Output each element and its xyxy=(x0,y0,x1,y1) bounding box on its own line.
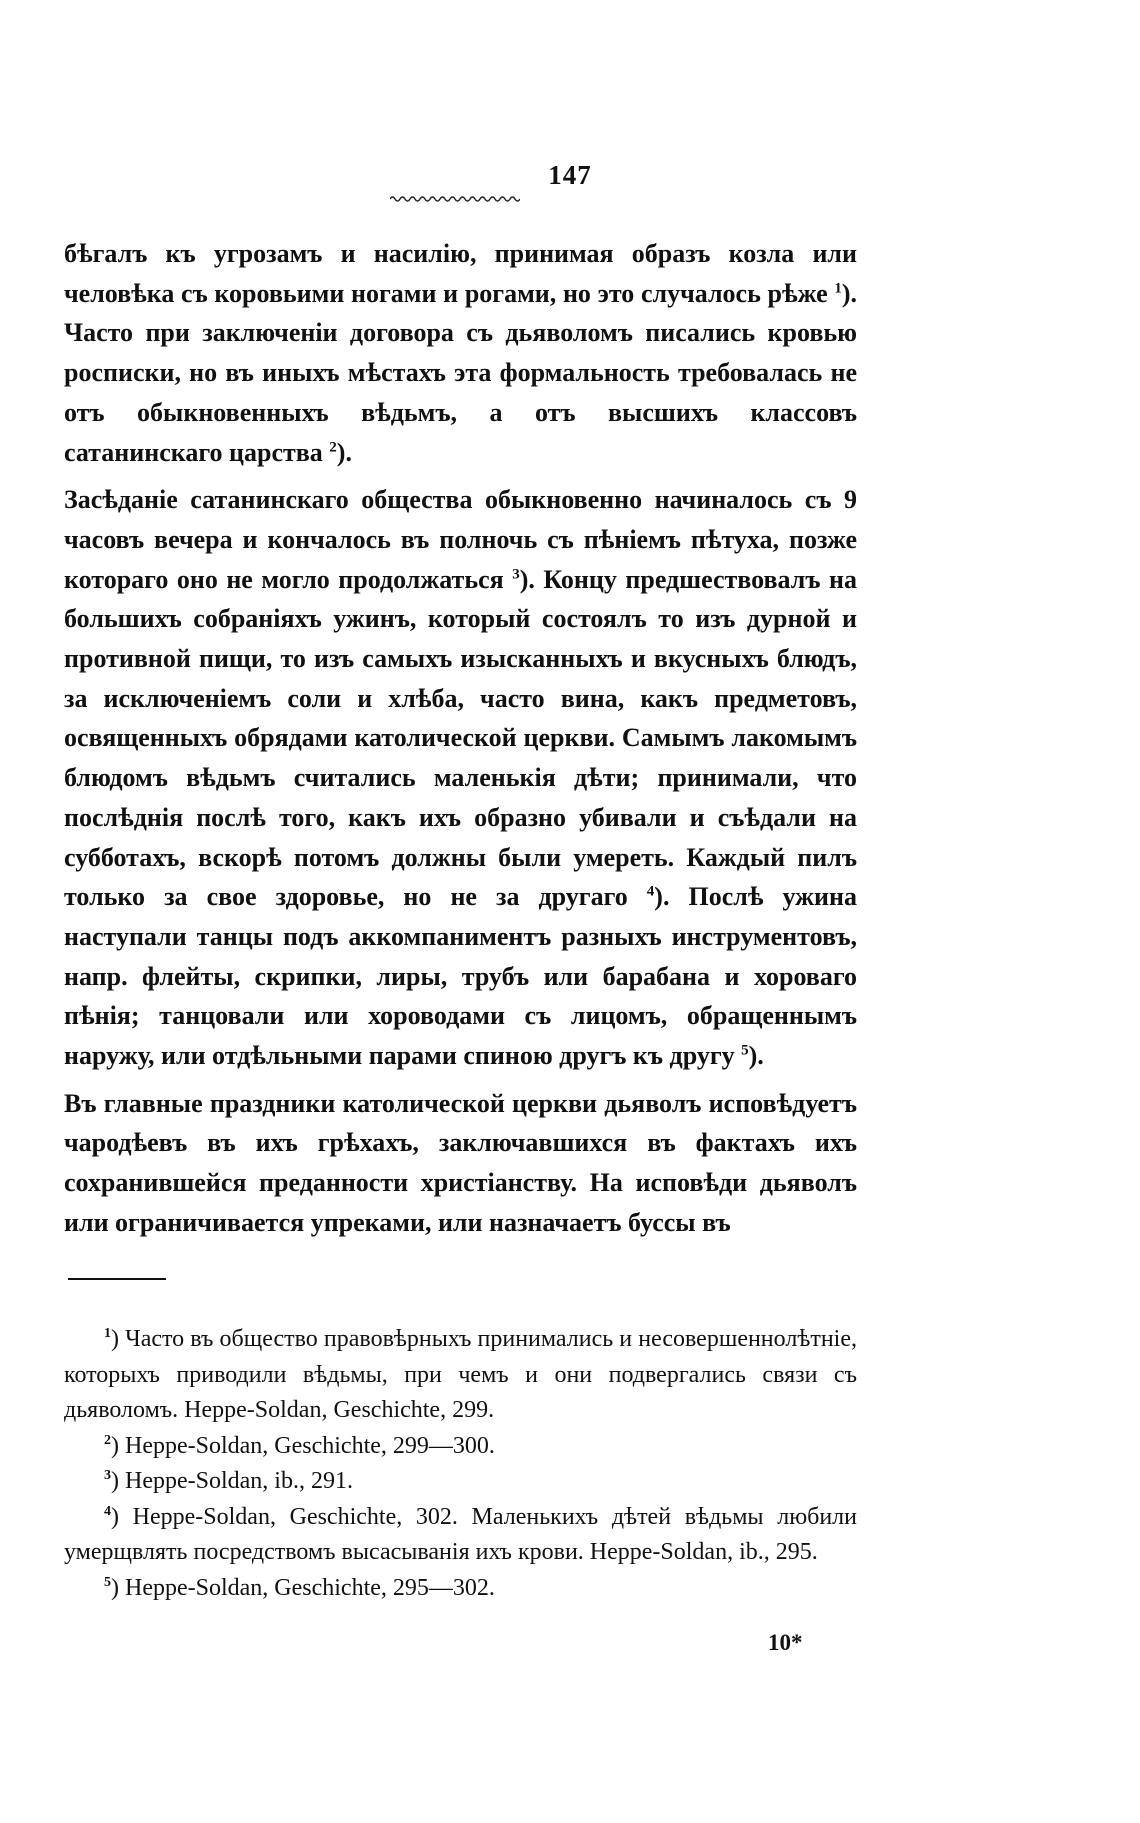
footnote-reference[interactable]: 3 xyxy=(512,565,520,582)
footnote-reference[interactable]: 4 xyxy=(646,883,655,900)
footnote-reference[interactable]: 1 xyxy=(834,280,842,297)
page-number-ornament xyxy=(390,194,520,204)
paragraph-text: ). Послѣ ужина наступали танцы подъ аккомпаниментъ разныхъ инструментовъ, напр. флейты, скрипки, лиры, трубъ или барабана и хороваго пѣнія; танцовали или хороводами съ лицомъ, обращеннымъ наружу, или отдѣльными парами спиною другъ къ другу xyxy=(64,882,857,1071)
footnote-text: ) Heppe-Soldan, Geschichte, 302. Маленькихъ дѣтей вѣдьмы любили умерщвлять посредствомъ высасыванія ихъ крови. Heppe-Soldan, ib., 295. xyxy=(64,1503,857,1565)
footnote-text: ) Heppe-Soldan, ib., 291. xyxy=(111,1468,353,1494)
body-paragraph xyxy=(64,1084,857,1243)
paragraph-text: ). xyxy=(748,1041,764,1071)
footnote xyxy=(64,1500,857,1571)
footnote-reference[interactable]: 2 xyxy=(329,438,337,455)
footnote-mark: 5 xyxy=(104,1574,111,1590)
main-text xyxy=(64,234,857,1243)
footnotes xyxy=(64,1322,857,1606)
body-paragraph xyxy=(64,480,857,1076)
footnote-mark: 3 xyxy=(104,1468,111,1483)
footnote xyxy=(64,1571,857,1607)
footnote-text: ) Heppe-Soldan, Geschichte, 299—300. xyxy=(111,1432,495,1459)
footnote-text: ) Часто въ общество правовѣрныхъ принимались и несовершеннолѣтніе, которыхъ приводили вѣдьмы, при чемъ и они подвергались связи съ дьяволомъ. Heppe-Soldan, Geschichte, 299. xyxy=(64,1326,857,1423)
footnote-mark: 2 xyxy=(104,1432,111,1448)
body-paragraph xyxy=(64,234,857,472)
paragraph-text: ). Часто при заключеніи договора съ дьяволомъ писались кровью росписки, но въ иныхъ мѣстахъ эта формальность требовалась не отъ обыкновенныхъ вѣдьмъ, а отъ высшихъ классовъ сатанинскаго царства xyxy=(64,278,857,467)
footnote-mark: 1 xyxy=(104,1326,111,1341)
signature-mark: 10* xyxy=(768,1630,803,1655)
footnote xyxy=(64,1464,857,1500)
paragraph-text: бѣгалъ къ угрозамъ и насилію, принимая образъ козла или человѣка съ коровьими ногами и рогами, но это случалось рѣже xyxy=(64,239,857,308)
paragraph-text: ). xyxy=(336,437,352,467)
footnote-text: ) Heppe-Soldan, Geschichte, 295—302. xyxy=(111,1574,495,1601)
page-number: 147 xyxy=(548,160,592,190)
footnote-reference[interactable]: 5 xyxy=(741,1042,749,1059)
footnote xyxy=(64,1322,857,1429)
paragraph-text: Въ главные праздники католической церкви дьяволъ исповѣдуетъ чародѣевъ въ ихъ грѣхахъ, заключавшихся въ фактахъ ихъ сохранившейся преданности христіанству. На исповѣди дьяволъ или ограничивается упреками, или назначаетъ буссы въ xyxy=(64,1088,857,1237)
footnote-separator xyxy=(68,1278,166,1280)
footnote xyxy=(64,1429,857,1465)
paragraph-text: Засѣданіе сатанинскаго общества обыкновенно начиналось съ 9 часовъ вечера и кончалось въ полночь съ пѣніемъ пѣтуха, позже котораго оно не могло продолжаться xyxy=(64,485,857,594)
footnote-mark: 4 xyxy=(104,1503,111,1519)
paragraph-text: ). Концу предшествовалъ на большихъ собраніяхъ ужинъ, который состоялъ то изъ дурной и противной пищи, то изъ самыхъ изысканныхъ и вкусныхъ блюдъ, за исключеніемъ соли и хлѣба, часто вина, какъ предметовъ, освященныхъ обрядами католической церкви. Самымъ лакомымъ блюдомъ вѣдьмъ считались маленькія дѣти; принимали, что послѣднія послѣ того, какъ ихъ образно убивали и съѣдали на субботахъ, вскорѣ потомъ должны были умереть. Каждый пилъ только за свое здоровье, но не за другаго xyxy=(64,564,858,912)
